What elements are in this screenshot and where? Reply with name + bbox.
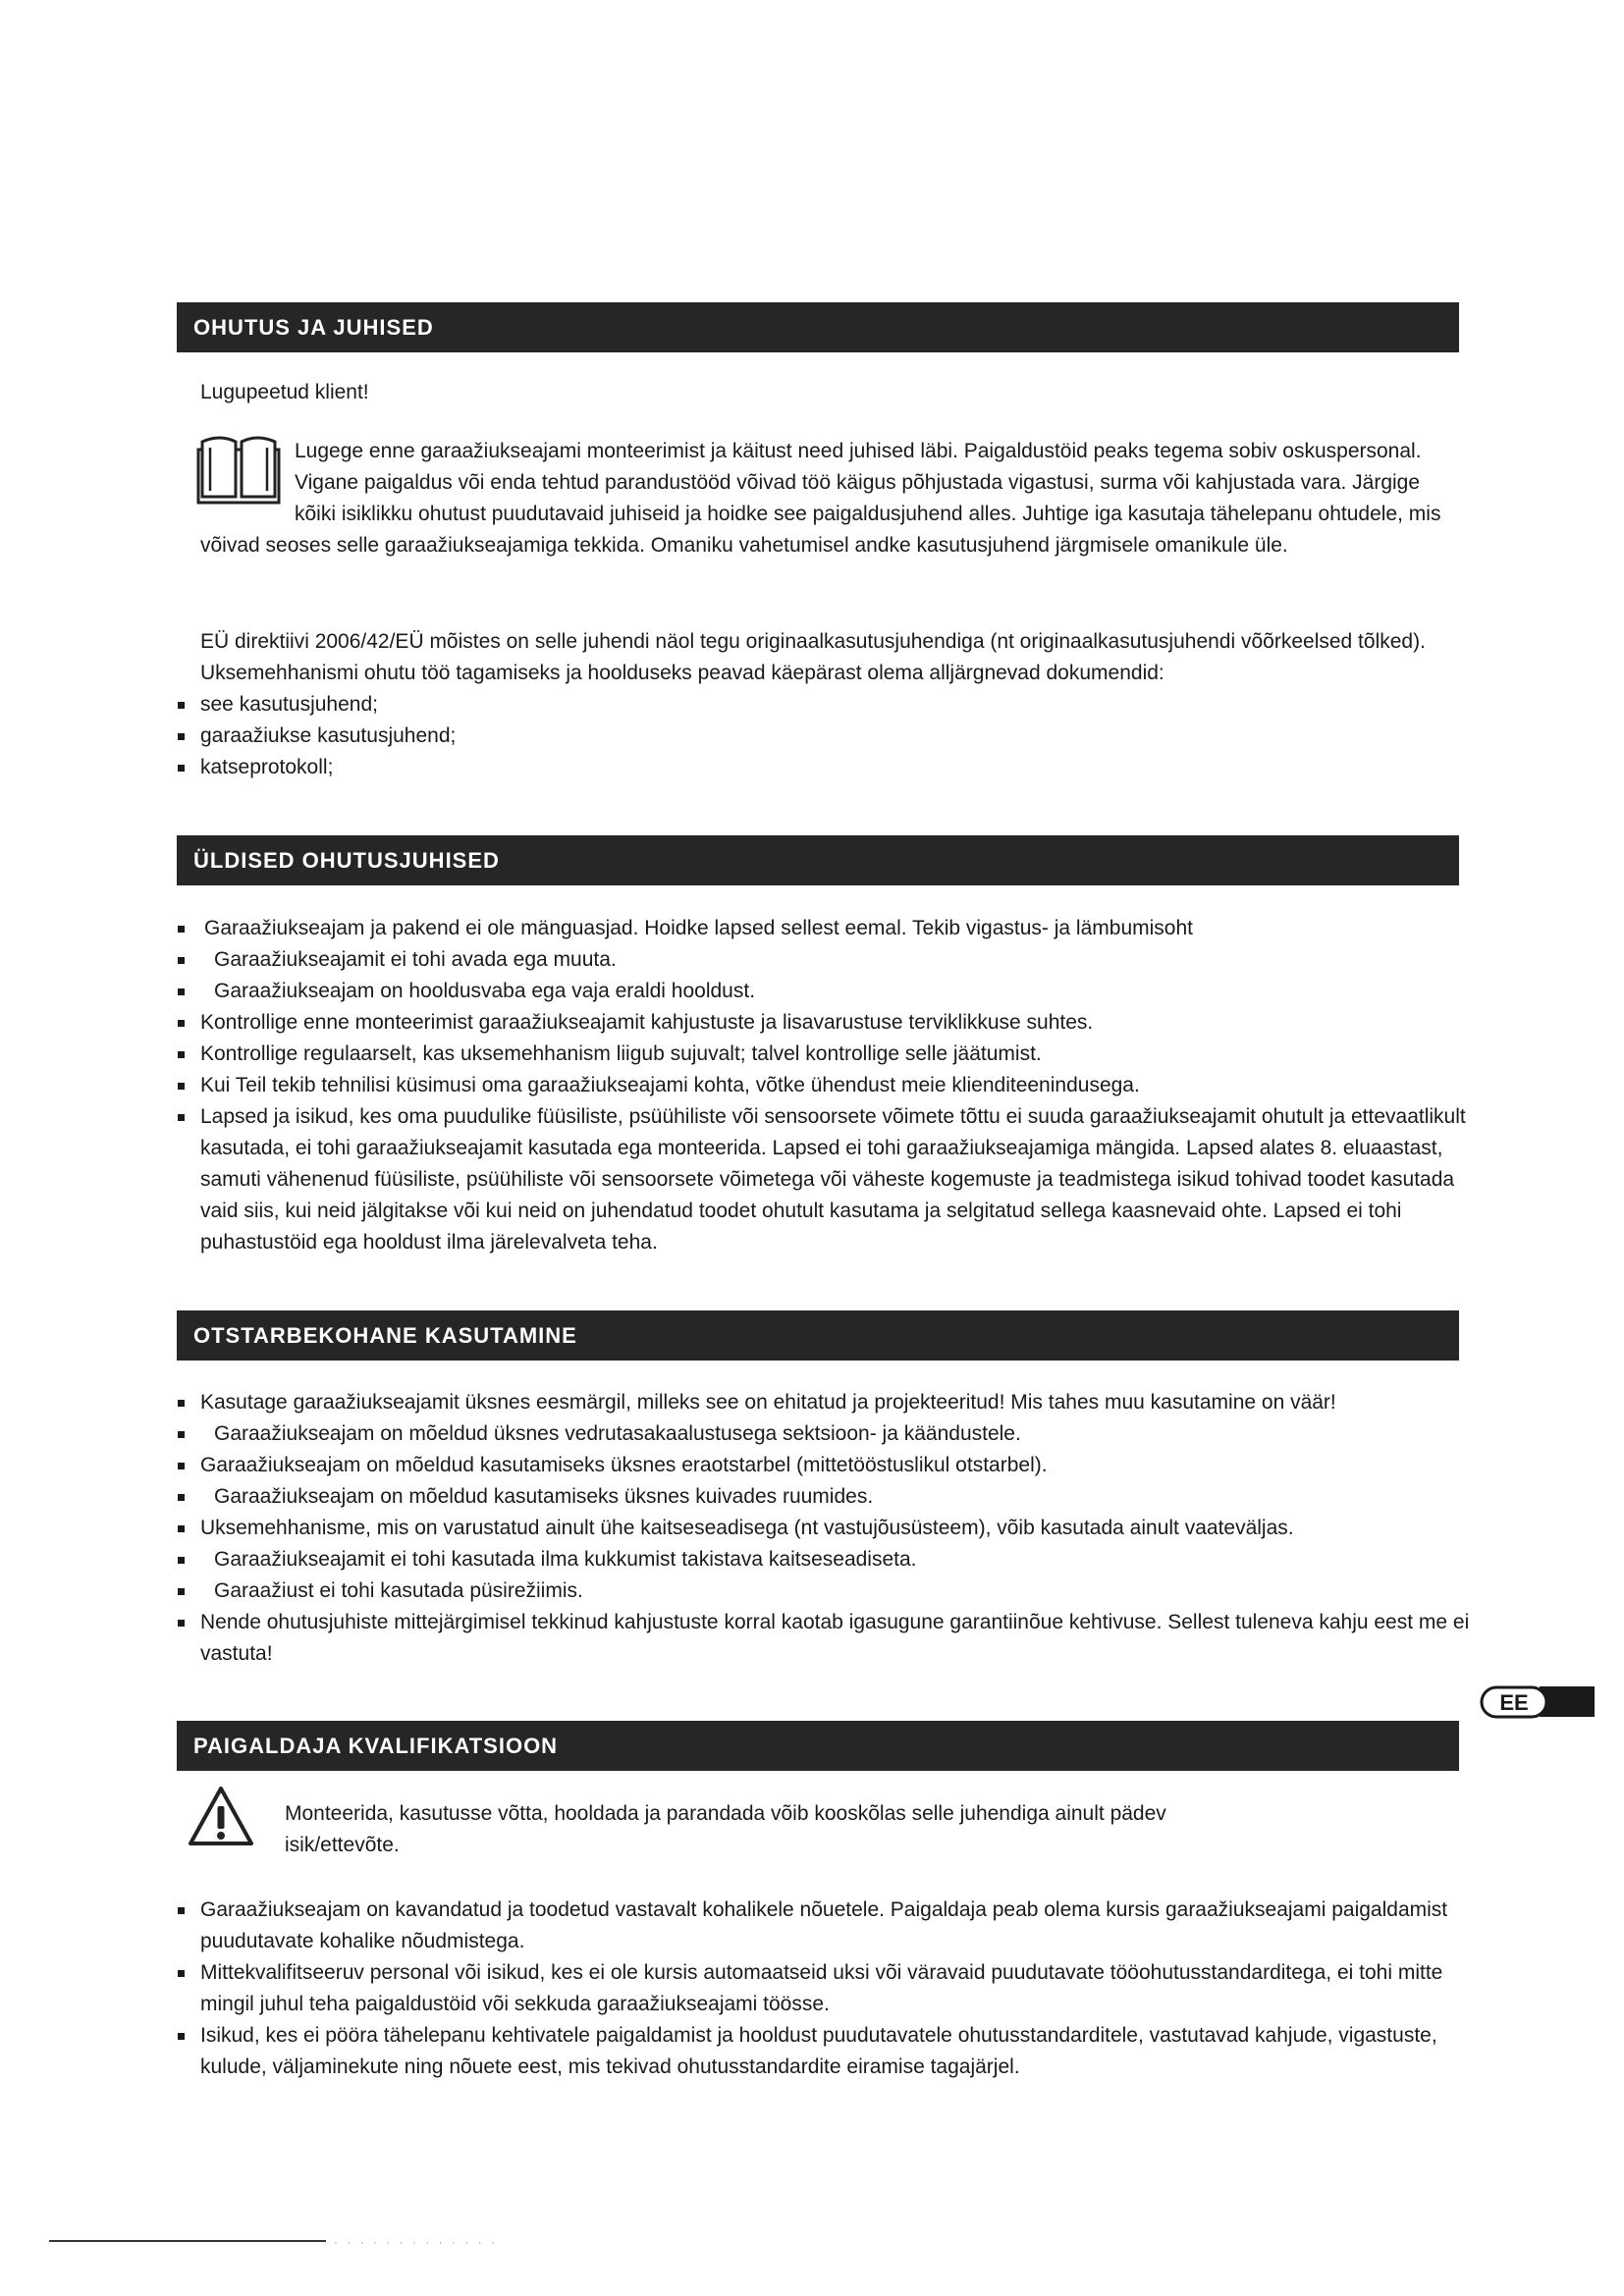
list-item: garaažiukse kasutusjuhend; (177, 721, 1473, 752)
directive-paragraph: EÜ direktiivi 2006/42/EÜ mõistes on selle juhendi näol tegu originaalkasutusjuhendiga (nt originaalkasutusjuhendi võõrkeelsed tõlked). Uksemehhanismi ohutu töö tagamiseks ja hoolduseks peavad käepärast olema alljärgnevad dokumendid: (200, 630, 1426, 684)
warning-icon (187, 1785, 255, 1847)
section-header-safety: OHUTUS JA JUHISED (177, 302, 1459, 352)
list-item: Uksemehhanisme, mis on varustatud ainult ühe kaitseseadisega (nt vastujõusüsteem), võib kasutada ainult vaateväljas. (177, 1513, 1473, 1544)
list-item: Kasutage garaažiukseajamit üksnes eesmärgil, milleks see on ehitatud ja projekteeritud! Mis tahes muu kasutamine on väär! (177, 1387, 1473, 1418)
list-item: Mittekvalifitseeruv personal või isikud, kes ei ole kursis automaatseid uksi või väravaid puudutavate tööohutusstandarditega, ei tohi mitte mingil juhul teha paigaldustöid või sekkuda garaažiukseajami töösse. (177, 1957, 1473, 2020)
list-item: see kasutusjuhend; (177, 689, 1473, 721)
list-item: Garaažiukseajam ja pakend ei ole mänguasjad. Hoidke lapsed sellest eemal. Tekib vigastus- ja lämbumisoht (177, 913, 1473, 944)
greeting: Lugupeetud klient! (200, 381, 369, 403)
section-header-general: ÜLDISED OHUTUSJUHISED (177, 835, 1459, 885)
language-tab-label: EE (1499, 1690, 1529, 1715)
intended-use-list (177, 1387, 1473, 1670)
list-item: Nende ohutusjuhiste mittejärgimisel tekkinud kahjustuste korral kaotab igasugune garantiinõue kehtivuse. Sellest tuleneva kahju eest me ei vastuta! (177, 1607, 1473, 1670)
list-item: Garaažiukseajam on mõeldud kasutamiseks üksnes eraotstarbel (mittetööstuslikul otstarbel). (177, 1450, 1473, 1481)
list-item: Garaažiukseajam on hooldusvaba ega vaja eraldi hooldust. (177, 976, 1473, 1007)
intro-paragraph (200, 436, 1457, 561)
section-header-qualification: PAIGALDAJA KVALIFIKATSIOON (177, 1721, 1459, 1771)
intro-paragraph-text: Lugege enne garaažiukseajami monteerimist ja käitust need juhised läbi. Paigaldustöid peaks tegema sobiv oskuspersonal. Vigane paigaldus või enda tehtud parandustööd võivad töö käigus põhjustada vigastusi, surma või kahjustada vara. Järgige kõiki isiklikku ohutust puudutavaid juhiseid ja hoidke see paigaldusjuhend alles. Juhtige iga kasutaja tähelepanu ohtudele, mis võivad seoses selle garaažiukseajamiga tekkida. Omaniku vahetumisel andke kasutusjuhend järgmisele omanikule üle. (200, 440, 1441, 557)
list-item: Garaažiukseajam on kavandatud ja toodetud vastavalt kohalikele nõuetele. Paigaldaja peab olema kursis garaažiukseajami paigaldamist puudutavate kohalike nõudmistega. (177, 1895, 1473, 1957)
qualification-list (177, 1895, 1473, 2083)
list-item: Garaažiukseajamit ei tohi kasutada ilma kukkumist takistava kaitseseadiseta. (177, 1544, 1473, 1575)
list-item: Garaažiukseajam on mõeldud kasutamiseks üksnes kuivades ruumides. (177, 1481, 1473, 1513)
list-item: Kontrollige regulaarselt, kas uksemehhanism liigub sujuvalt; talvel kontrollige selle jäätumist. (177, 1039, 1473, 1070)
list-item: katseprotokoll; (177, 752, 1473, 783)
list-item: Garaažiukseajamit ei tohi avada ega muuta. (177, 944, 1473, 976)
language-tab (1477, 1682, 1595, 1723)
list-item: Lapsed ja isikud, kes oma puudulike füüsiliste, psüühiliste või sensoorsete võimete tõttu ei suuda garaažiukseajamit ohutult ja ettevaatlikult kasutada, ei tohi garaažiukseajamit kasutada ega monteerida. Lapsed ei tohi garaažiukseajamiga mängida. Lapsed alates 8. eluaastast, samuti vähenenud füüsiliste, psüühiliste või sensoorsete võimetega või väheste kogemuste ja teadmistega isikud tohivad toodet kasutada vaid siis, kui neid jälgitakse või kui neid on juhendatud toodet ohutult kasutama ja selgitatud sellega kaasnevaid ohte. Lapsed ei tohi puhastustöid ega hooldust ilma järelevalveta teha. (177, 1101, 1473, 1258)
qualification-warning: Monteerida, kasutusse võtta, hooldada ja parandada võib kooskõlas selle juhendiga ainult pädev isik/ettevõte. (285, 1802, 1166, 1856)
footer-rule (49, 2240, 326, 2242)
documents-list (177, 689, 1473, 783)
icon-float-spacer (200, 436, 295, 528)
section-header-intended-use: OTSTARBEKOHANE KASUTAMINE (177, 1310, 1459, 1361)
list-item: Kui Teil tekib tehnilisi küsimusi oma garaažiukseajami kohta, võtke ühendust meie klienditeenindusega. (177, 1070, 1473, 1101)
list-item: Kontrollige enne monteerimist garaažiukseajamit kahjustuste ja lisavarustuse terviklikkuse suhtes. (177, 1007, 1473, 1039)
list-item: Garaažiukseajam on mõeldud üksnes vedrutasakaalustusega sektsioon- ja käändustele. (177, 1418, 1473, 1450)
general-list (177, 913, 1473, 1258)
list-item: Isikud, kes ei pööra tähelepanu kehtivatele paigaldamist ja hooldust puudutavatele ohutusstandarditele, vastutavad kahjude, vigastuste, kulude, väljaminekute ning nõuete eest, mis tekivad ohutusstandardite eiramise tagajärjel. (177, 2020, 1473, 2083)
list-item: Garaažiust ei tohi kasutada püsirežiimis. (177, 1575, 1473, 1607)
footer-faint-marks: · · · · · · · · · · · · · (334, 2235, 498, 2249)
